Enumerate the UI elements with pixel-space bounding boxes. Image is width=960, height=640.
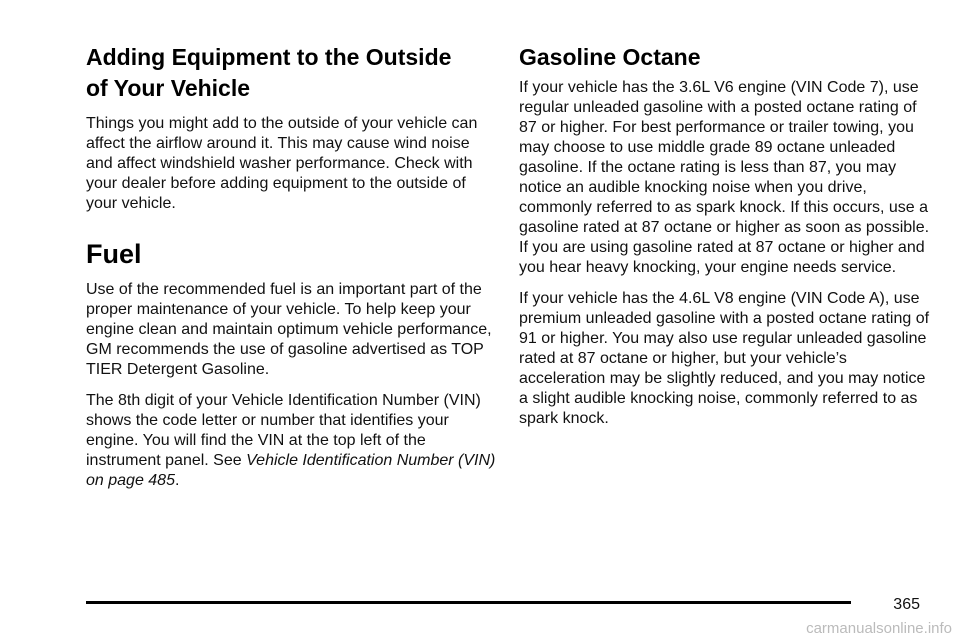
heading-line-1: Adding Equipment to the Outside <box>86 44 452 70</box>
heading-line-2: of Your Vehicle <box>86 75 251 101</box>
left-column <box>86 42 498 502</box>
paragraph-fuel-recommendation: Use of the recommended fuel is an important part of the proper maintenance of your vehicle. To help keep your engine clean and maintain optimum vehicle performance, GM recommends the use of gasoline advertised as TOP TIER Detergent Gasoline. <box>86 281 492 378</box>
paragraph-v8-engine: If your vehicle has the 4.6L V8 engine (VIN Code A), use premium unleaded gasoline with a posted octane rating of 91 or higher. You may also use regular unleaded gasoline rated at 87 octane or higher, but your vehicle’s acceleration may be slightly reduced, and you may notice a slight audible knocking noise, commonly referred to as spark knock. <box>519 290 930 427</box>
heading-adding-equipment-line-2 <box>86 73 498 104</box>
paragraph-adding-equipment: Things you might add to the outside of your vehicle can affect the airflow around it. This may cause wind noise and affect windshield washer performance. Check with your dealer before adding equipment to the outside of your vehicle. <box>86 115 478 212</box>
vin-text-end: . <box>174 472 180 489</box>
paragraph-v6-engine: If your vehicle has the 3.6L V6 engine (VIN Code 7), use regular unleaded gasoline with a posted octane rating of 87 or higher. For best performance or trailer towing, you may choose to use middle grade 89 octane unleaded gasoline. If the octane rating is less than 87, you may notice an audible knocking noise when you drive, commonly referred to as spark knock. If this occurs, use a gasoline rated at 87 octane or higher as soon as possible. If you are using gasoline rated at 87 octane or higher and you hear heavy knocking, your engine needs service. <box>519 79 930 276</box>
section-title-fuel: Fuel <box>86 239 142 269</box>
right-column <box>519 42 931 440</box>
vin-text: The 8th digit of your Vehicle Identification Number (VIN) shows the code letter or number that identifies your engine. You will find the VIN at the top left of the instrument panel. See <box>86 392 481 469</box>
page-number: 365 <box>893 596 920 613</box>
heading-adding-equipment <box>86 42 498 73</box>
heading-gasoline-octane: Gasoline Octane <box>519 44 701 70</box>
paragraph-vin-digit <box>86 391 498 491</box>
footer-rule <box>86 601 851 604</box>
vin-cross-reference-link[interactable]: Vehicle Identification Number (VIN) on page 485 <box>86 452 496 489</box>
watermark-text: carmanualsonline.info <box>806 620 952 637</box>
